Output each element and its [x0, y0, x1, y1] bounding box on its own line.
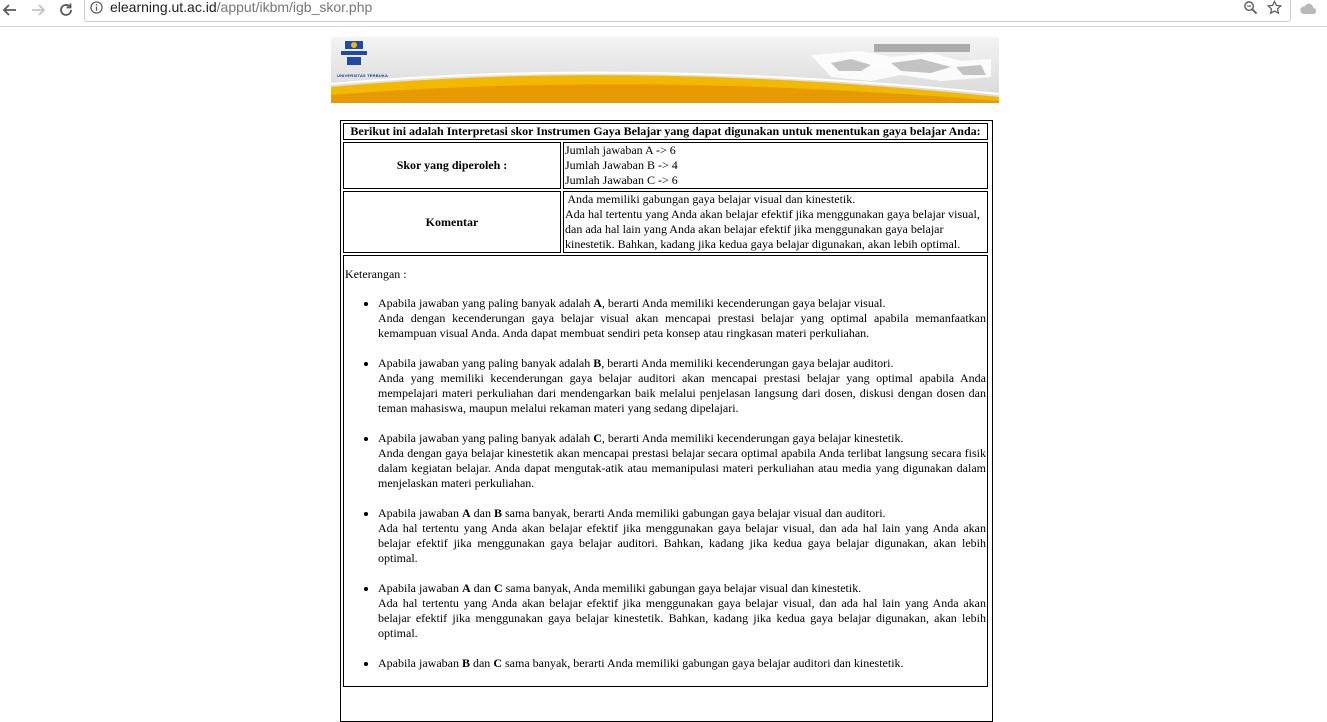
- url-path: /apput/ikbm/igb_skor.php: [216, 0, 373, 15]
- cloud-extension-icon[interactable]: [1299, 0, 1317, 18]
- arrow-right-icon: [30, 2, 46, 18]
- comment-line-2: Ada hal tertentu yang Anda akan belajar efektif jika menggunakan gaya belajar visual, dan ada hal lain yang Anda akan belajar efektif jika menggunakan gaya belajar kinestetik. Bahkan, kadang jika kedua gaya belajar digunakan, akan lebih optimal.: [565, 207, 980, 251]
- url-text: [110, 0, 372, 15]
- item-description: Ada hal tertentu yang Anda akan belajar efektif jika menggunakan gaya belajar visual, dan ada hal lain yang Anda akan belajar efektif jika menggunakan gaya belajar auditori. Bahkan, kadang jika kedua gaya belajar digunakan, akan lebih optimal.: [378, 521, 986, 565]
- list-item: • Apabila jawaban B dan C sama banyak, berarti Anda memiliki gabungan gaya belajar auditori dan kinestetik.: [378, 656, 986, 671]
- score-label: Skor yang diperoleh :: [343, 142, 561, 189]
- browser-toolbar: [0, 0, 1327, 27]
- score-c: Jumlah Jawaban C -> 6: [565, 173, 678, 187]
- back-button[interactable]: [0, 0, 20, 20]
- keterangan-label: Keterangan :: [345, 267, 407, 281]
- score-a: Jumlah jawaban A -> 6: [565, 143, 676, 157]
- forward-button[interactable]: [28, 0, 48, 20]
- list-item: • Apabila jawaban A dan B sama banyak, berarti Anda memiliki gabungan gaya belajar visual dan auditori. Ada hal tertentu yang Anda akan belajar efektif jika menggunakan gaya belajar visual, dan ada hal lain yang Anda akan belajar efektif jika menggunakan gaya belajar auditori. Bahkan, kadang jika kedua gaya belajar digunakan, akan lebih optimal.: [378, 506, 986, 566]
- address-bar[interactable]: [84, 0, 1291, 22]
- keterangan-cell: [343, 255, 988, 687]
- star-icon[interactable]: [1267, 0, 1282, 15]
- logo-text: UNIVERSITAS TERBUKA: [337, 73, 389, 78]
- site-banner: [331, 37, 999, 103]
- reload-icon: [58, 2, 74, 18]
- score-table: [341, 121, 990, 689]
- banner-graphic: [331, 37, 999, 103]
- comment-text: [563, 191, 988, 253]
- score-b: Jumlah Jawaban B -> 4: [565, 158, 678, 172]
- url-host: elearning.ut.ac.id: [110, 0, 217, 15]
- ut-logo-icon: [341, 41, 367, 65]
- list-item: • Apabila jawaban yang paling banyak adalah B, berarti Anda memiliki kecenderungan gaya belajar auditori. Anda yang memiliki kecenderungan gaya belajar auditori akan mencapai prestasi belajar yang optimal apabila Anda mempelajari materi perkuliahan dari mendengarkan baik melalui penjelasan langsung dari dosen, diskusi dengan dosen dan teman mahasiswa, maupun melalui rekaman materi yang sedang dipelajari.: [378, 356, 986, 416]
- item-description: Anda dengan gaya belajar kinestetik akan mencapai prestasi belajar secara optimal apabila Anda terlibat langsung secara fisik dalam kegiatan belajar. Anda dapat mengutak-atik atau memanipulasi materi perkuliahan atau media yang digunakan dalam menjelaskan materi perkuliahan.: [378, 446, 986, 490]
- score-values: [563, 142, 988, 189]
- item-description: Ada hal tertentu yang Anda akan belajar efektif jika menggunakan gaya belajar visual, dan ada hal lain yang Anda akan belajar efektif jika menggunakan gaya belajar kinestetik. Bahkan, kadang jika kedua gaya belajar digunakan, akan lebih optimal.: [378, 596, 986, 640]
- reload-button[interactable]: [56, 0, 76, 20]
- list-item: • Apabila jawaban A dan C sama banyak, Anda memiliki gabungan gaya belajar visual dan kinestetik. Ada hal tertentu yang Anda akan belajar efektif jika menggunakan gaya belajar visual, dan ada hal lain yang Anda akan belajar efektif jika menggunakan gaya belajar kinestetik. Bahkan, kadang jika kedua gaya belajar digunakan, akan lebih optimal.: [378, 581, 986, 641]
- table-header: Berikut ini adalah Interpretasi skor Instrumen Gaya Belajar yang dapat digunakan untuk menentukan gaya belajar Anda:: [343, 123, 988, 140]
- comment-line-1: Anda memiliki gabungan gaya belajar visual dan kinestetik.: [565, 192, 856, 206]
- keterangan-list: [345, 296, 986, 671]
- item-description: Anda yang memiliki kecenderungan gaya belajar auditori akan mencapai prestasi belajar yang optimal apabila Anda mempelajari materi perkuliahan dari mendengarkan baik melalui penjelasan langsung dari dosen, diskusi dengan dosen dan teman mahasiswa, maupun melalui rekaman materi yang sedang dipelajari.: [378, 371, 986, 415]
- zoom-icon[interactable]: [1243, 0, 1258, 15]
- arrow-left-icon: [2, 2, 18, 18]
- list-item: • Apabila jawaban yang paling banyak adalah A, berarti Anda memiliki kecenderungan gaya belajar visual. Anda dengan kecenderungan gaya belajar visual akan mencapai prestasi belajar yang optimal apabila memanfaatkan kemampuan visual Anda. Anda dapat membuat sendiri peta konsep atau ringkasan materi perkuliahan.: [378, 296, 986, 341]
- list-item: • Apabila jawaban yang paling banyak adalah C, berarti Anda memiliki kecenderungan gaya belajar kinestetik. Anda dengan gaya belajar kinestetik akan mencapai prestasi belajar secara optimal apabila Anda terlibat langsung secara fisik dalam kegiatan belajar. Anda dapat mengutak-atik atau memanipulasi materi perkuliahan atau media yang digunakan dalam menjelaskan materi perkuliahan.: [378, 431, 986, 491]
- item-description: Anda dengan kecenderungan gaya belajar visual akan mencapai prestasi belajar yang optimal apabila memanfaatkan kemampuan visual Anda. Anda dapat membuat sendiri peta konsep atau ringkasan materi perkuliahan.: [378, 311, 986, 340]
- info-icon[interactable]: [90, 1, 103, 14]
- comment-label: Komentar: [343, 191, 561, 253]
